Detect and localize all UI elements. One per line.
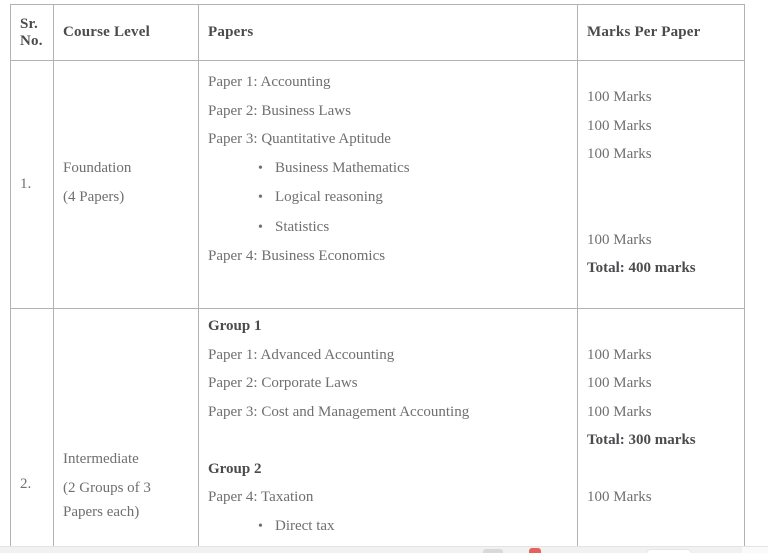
spacer-line (208, 428, 568, 452)
text-line: Paper 4: Taxation (208, 489, 314, 505)
text-line: 100 Marks (587, 403, 652, 420)
header-papers: Papers (199, 5, 578, 61)
marks-list (587, 85, 735, 280)
course-structure-table (10, 4, 745, 553)
text-line: Paper 1: Accounting (208, 74, 331, 90)
table-row-intermediate (11, 309, 745, 553)
text-line: Paper 2: Business Laws (208, 102, 351, 119)
text-line: Group 2 (208, 460, 262, 477)
papers-cell (199, 61, 578, 309)
text-line: Intermediate (63, 451, 139, 467)
papers-cell (199, 309, 578, 553)
course-level-text (63, 156, 189, 209)
header-marks-per-paper: Marks Per Paper (578, 5, 745, 61)
cutoff-red-icon (529, 548, 541, 553)
text-line: 100 Marks (587, 231, 652, 248)
marks-list (587, 314, 735, 509)
cutoff-gray-element (483, 549, 503, 553)
text-line: Paper 2: Corporate Laws (208, 375, 358, 391)
bullet-item: • Statistics (208, 215, 568, 240)
spacer-line (587, 314, 735, 338)
text-line: Total: 400 marks (587, 260, 696, 276)
bullet-item: • Direct tax (208, 514, 568, 539)
course-level-cell (54, 309, 199, 553)
text-line: 100 Marks (587, 146, 652, 162)
text-line: 100 Marks (587, 489, 652, 505)
marks-cell (578, 309, 745, 553)
text-line: 100 Marks (587, 89, 652, 105)
marks-cell (578, 61, 745, 309)
header-course-level: Course Level (54, 5, 199, 61)
table-header-row (11, 5, 745, 61)
course-level-text (63, 447, 189, 524)
text-line: 100 Marks (587, 346, 652, 363)
bullet-item: • Logical reasoning (208, 185, 568, 210)
text-line: Paper 4: Business Economics (208, 248, 386, 264)
spacer-line (587, 457, 735, 481)
text-line: Foundation (63, 160, 132, 176)
spacer-line (587, 171, 735, 195)
cutoff-button-pill[interactable] (646, 549, 692, 553)
text-line: Paper 1: Advanced Accounting (208, 346, 395, 363)
text-line: 100 Marks (587, 117, 652, 134)
text-line: Group 1 (208, 318, 262, 334)
header-sr-no: Sr. No. (11, 5, 54, 61)
text-line: 100 Marks (587, 375, 652, 391)
course-level-cell (54, 61, 199, 309)
cutoff-bottom-bar (0, 546, 768, 553)
text-line: Paper 3: Cost and Management Accounting (208, 403, 470, 420)
cutoff-white-area (742, 547, 768, 553)
bullet-item: • Business Mathematics (208, 156, 568, 181)
sr-no-cell: 2. (11, 309, 54, 553)
text-line: (4 Papers) (63, 188, 125, 205)
text-line: Total: 300 marks (587, 432, 696, 448)
text-line: Paper 3: Quantitative Aptitude (208, 131, 391, 147)
table-row-foundation (11, 61, 745, 309)
papers-list (208, 70, 568, 268)
text-line: (2 Groups of 3 Papers each) (63, 479, 151, 520)
sr-no-cell: 1. (11, 61, 54, 309)
papers-list (208, 314, 568, 539)
spacer-line (587, 199, 735, 223)
